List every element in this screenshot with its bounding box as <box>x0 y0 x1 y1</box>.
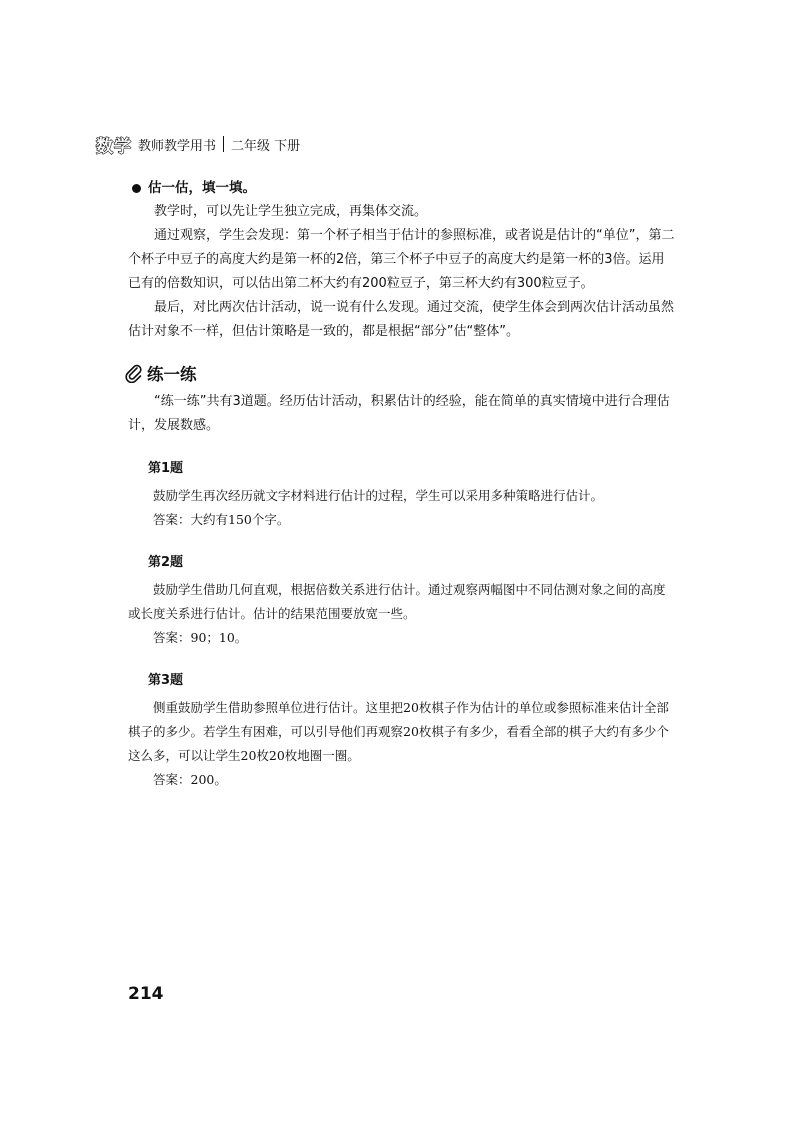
question-answer: 答案：90；10。 <box>153 630 248 645</box>
question-text: 鼓励学生再次经历就文字材料进行估计的过程，学生可以采用多种策略进行估计。 <box>153 488 604 503</box>
estimate-paragraph: 最后，对比两次估计活动，说一说有什么发现。通过交流，使学生体会到两次估计活动虽然估计对象不一样，但估计策略是一致的，都是根据“部分”估“整体”。 <box>128 300 675 339</box>
grade-label: 二年级 下册 <box>231 138 301 154</box>
question-answer: 答案：大约有150个字。 <box>153 512 290 527</box>
estimate-paragraph: 教学时，可以先让学生独立完成，再集体交流。 <box>154 204 428 219</box>
question-title: 第2题 <box>148 555 184 570</box>
estimate-heading <box>128 176 676 200</box>
estimate-heading-text: 估一估，填一填。 <box>148 180 256 196</box>
page-content <box>128 176 676 792</box>
practice-section-heading <box>124 360 676 386</box>
book-title: 教师教学用书 <box>138 138 217 154</box>
estimate-paragraph: 通过观察，学生会发现：第一个杯子相当于估计的参照标准，或者说是估计的“单位”，第二个杯子中豆子的高度大约是第一杯的2倍，第三个杯子中豆子的高度大约是第一杯的3倍。运用已有的倍数知识，可以估出第二杯大约有200粒豆子，第三杯大约有300粒豆子。 <box>128 228 675 291</box>
bullet-icon <box>132 184 141 193</box>
header-divider <box>223 136 224 152</box>
question-text: 侧重鼓励学生借助参照单位进行估计。这里把20枚棋子作为估计的单位或参照标准来估计全部棋子的多少。若学生有困难，可以引导他们再观察20枚棋子有多少，看看全部的棋子大约有多少个这么多，可以让学生20枚20枚地圈一圈。 <box>128 700 669 763</box>
paperclip-icon <box>124 363 144 383</box>
page-number: 214 <box>128 984 164 1004</box>
question-text: 鼓励学生借助几何直观，根据倍数关系进行估计。通过观察两幅图中不同估测对象之间的高度或长度关系进行估计。估计的结果范围要放宽一些。 <box>128 582 666 621</box>
question-title: 第3题 <box>148 673 184 688</box>
page-header <box>96 132 300 156</box>
question-answer: 答案：200。 <box>153 772 227 787</box>
practice-title: 练一练 <box>147 365 197 384</box>
subject-logo: 数学 <box>96 136 132 157</box>
practice-intro: “练一练”共有3道题。经历估计活动，积累估计的经验，能在简单的真实情境中进行合理估计，发展数感。 <box>128 394 670 433</box>
question-title: 第1题 <box>148 461 184 476</box>
